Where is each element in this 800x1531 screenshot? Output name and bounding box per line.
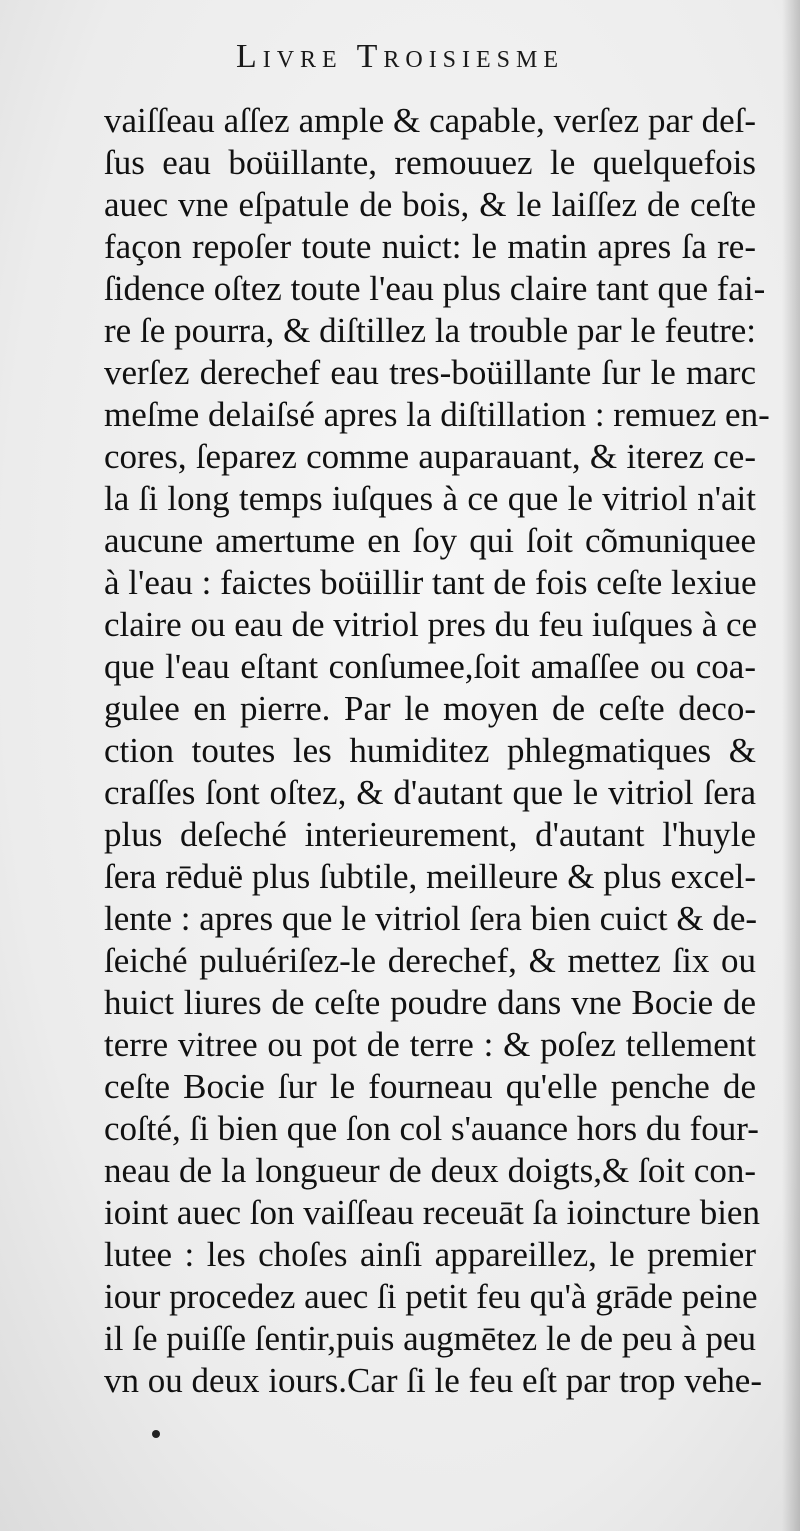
text-line: vaiſſeau aſſez ample & capable, verſez par deſ- bbox=[104, 101, 756, 140]
text-line: ioint auec ſon vaiſſeau receuāt ſa ioincture bien bbox=[104, 1193, 760, 1232]
text-line: ction toutes les humiditez phlegmatiques & bbox=[104, 731, 756, 770]
page-edge-shadow bbox=[782, 0, 800, 1531]
body-text bbox=[104, 100, 770, 1402]
text-line: ceſte Bocie ſur le fourneau qu'elle penche de bbox=[104, 1067, 756, 1106]
text-line: vn ou deux iours.Car ſi le feu eſt par trop vehe- bbox=[104, 1361, 762, 1400]
text-line: gulee en pierre. Par le moyen de ceſte deco- bbox=[104, 689, 756, 728]
text-line: neau de la longueur de deux doigts,& ſoit con- bbox=[104, 1151, 756, 1190]
text-line: verſez derechef eau tres-boüillante ſur le marc bbox=[104, 353, 756, 392]
text-line: huict liures de ceſte poudre dans vne Bocie de bbox=[104, 983, 756, 1022]
running-header: Livre Troisiesme bbox=[235, 38, 565, 75]
text-line: cores, ſeparez comme auparauant, & iterez ce- bbox=[104, 437, 756, 476]
text-line: la ſi long temps iuſques à ce que le vitriol n'ait bbox=[104, 479, 756, 518]
text-line: re ſe pourra, & diſtillez la trouble par le feutre: bbox=[104, 311, 756, 350]
text-line: iour procedez auec ſi petit feu qu'à grāde peine bbox=[104, 1277, 758, 1316]
text-line: que l'eau eſtant conſumee,ſoit amaſſee ou coa- bbox=[104, 647, 756, 686]
text-line: lutee : les choſes ainſi appareillez, le premier bbox=[104, 1235, 756, 1274]
text-line: coſté, ſi bien que ſon col s'auance hors du four- bbox=[104, 1109, 759, 1148]
text-line: à l'eau : faictes boüillir tant de fois ceſte lexiue bbox=[104, 563, 757, 602]
text-line: terre vitree ou pot de terre : & poſez tellement bbox=[104, 1025, 756, 1064]
ink-dot bbox=[152, 1430, 160, 1438]
text-line: claire ou eau de vitriol pres du feu iuſques à ce bbox=[104, 605, 758, 644]
text-line: ſeiché puluériſez-le derechef, & mettez ſix ou bbox=[104, 941, 756, 980]
text-line: auec vne eſpatule de bois, & le laiſſez de ceſte bbox=[104, 185, 756, 224]
text-line: ſus eau boüillante, remouuez le quelquefois bbox=[104, 143, 756, 182]
text-line: craſſes ſont oſtez, & d'autant que le vitriol ſera bbox=[104, 773, 756, 812]
text-line: façon repoſer toute nuict: le matin apres ſa re- bbox=[104, 227, 756, 266]
text-line: aucune amertume en ſoy qui ſoit cõmuniquee bbox=[104, 521, 756, 560]
text-line: il ſe puiſſe ſentir,puis augmētez le de peu à peu bbox=[104, 1319, 756, 1358]
text-line: lente : apres que le vitriol ſera bien cuict & de- bbox=[104, 899, 758, 938]
text-line: meſme delaiſsé apres la diſtillation : remuez en- bbox=[104, 395, 770, 434]
text-line: plus deſeché interieurement, d'autant l'huyle bbox=[104, 815, 756, 854]
text-line: ſera rēduë plus ſubtile, meilleure & plus excel- bbox=[104, 857, 756, 896]
text-line: ſidence oſtez toute l'eau plus claire tant que fai- bbox=[104, 269, 766, 308]
